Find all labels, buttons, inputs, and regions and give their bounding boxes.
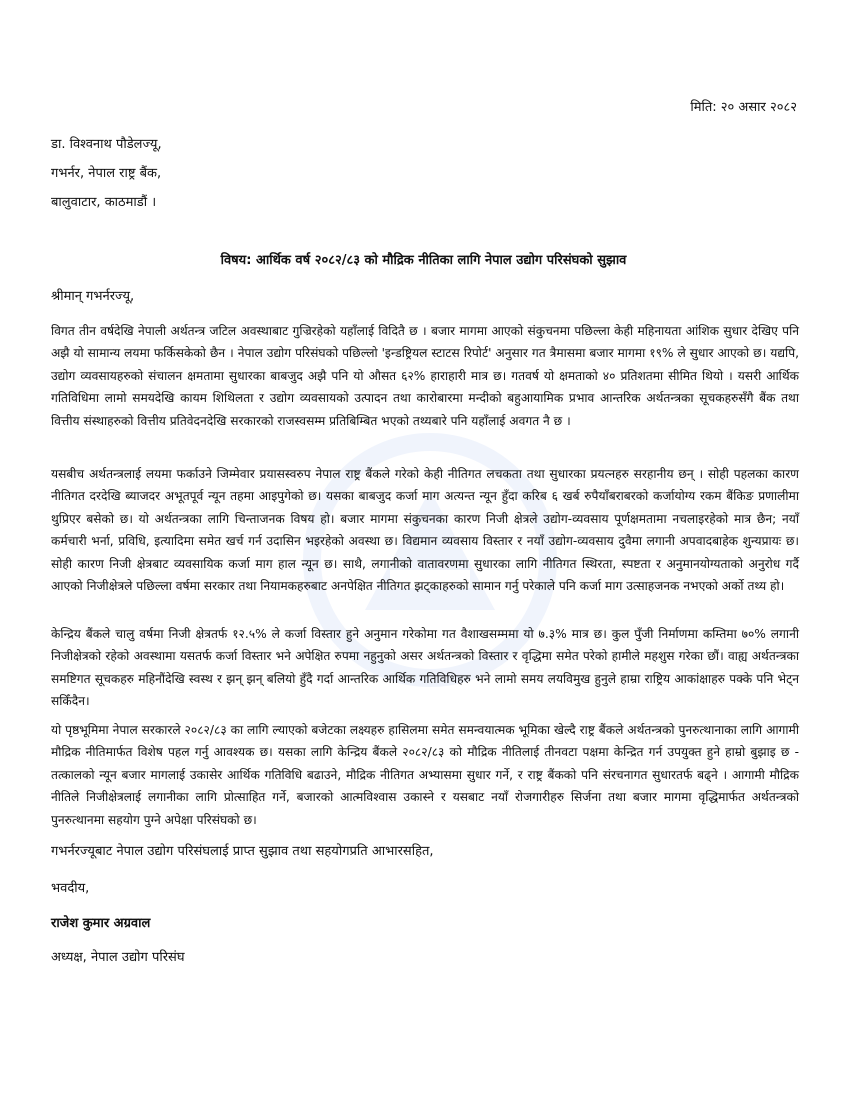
body-paragraph: केन्द्रिय बैंकले चालु वर्षमा निजी क्षेत्रतर्फ १२.५% ले कर्जा विस्तार हुने अनुमान गरेकोमा गत वैशाखसम्ममा यो ७.३% मात्र छ। कुल पुँजी निर्माणमा कम्तिमा ७०% लगानी निजीक्षेत्रको रहेको अवस्थामा यसतर्फ कर्जा विस्तार भने अपेक्षित रुपमा नहुनुको असर अर्थतन्त्रको विस्तार र वृद्धिमा समेत परेको हामीले महशुस गरेका छौं। वाह्य अर्थतन्त्रका समष्टिगत सूचकहरु महिनौंदेखि स्वस्थ र झन् झन् बलियो हुँदै गर्दा आन्तरिक आर्थिक गतिविधिहरु भने लामो समय लयविमुख हुनुले हाम्रा राष्ट्रिय आकांक्षाहरु पक्के पनि भेट्न सकिँदैन। xyxy=(51,627,799,709)
salutation: श्रीमान् गभर्नरज्यू, xyxy=(51,289,135,304)
closing-thanks: गभर्नरज्यूबाट नेपाल उद्योग परिसंघलाई प्राप्त सुझाव तथा सहयोगप्रति आभारसहित, xyxy=(51,844,434,859)
addressee-address: बालुवाटार, काठमाडौं । xyxy=(51,195,157,210)
body-paragraph: यसबीच अर्थतन्त्रलाई लयमा फर्काउने जिम्मेवार प्रयासस्वरुप नेपाल राष्ट्र बैंकले गरेको केही नीतिगत लचकता तथा सुधारका प्रयत्नहरु सरहानीय छन् । सोही पहलका कारण नीतिगत दरदेखि ब्याजदर अभूतपूर्व न्यून तहमा आइपुगेको छ। यसका बाबजुद कर्जा माग अत्यन्त न्यून हुँदा करिब ६ खर्ब रुपैयाँबराबरको कर्जायोग्य रकम बैंकिङ प्रणालीमा थुप्रिएर बसेको छ। यो अर्थतन्त्रका लागि चिन्ताजनक विषय हो। बजार मागमा संकुचनका कारण निजी क्षेत्रले उद्योग-व्यवसाय पूर्णक्षमतामा नचलाइरहेको मात्र छैन; नयाँ कर्मचारी भर्ना, प्रविधि, इत्यादिमा समेत खर्च गर्न उदासिन भइरहेको अवस्था छ। विद्यमान व्यवसाय विस्तार र नयाँ उद्योग-व्यवसाय दुवैमा लगानी अपवादबाहेक शुन्यप्रायः छ। सोही कारण निजी क्षेत्रबाट व्यवसायिक कर्जा माग हाल न्यून छ। साथै, लगानीको वातावरणमा सुधारका लागि नीतिगत स्थिरता, स्पष्टता र अनुमानयोग्यताको अनुरोध गर्दै आएको निजीक्षेत्रले पछिल्ला वर्षमा सरकार तथा नियामकहरुबाट अनपेक्षित नीतिगत झट्काहरुको सामान गर्नु परेकाले पनि कर्जा माग उत्साहजनक नभएको अर्को तथ्य हो। xyxy=(51,467,799,594)
closing-regards: भवदीय, xyxy=(51,881,90,896)
addressee-name: डा. विश्वनाथ पौडेलज्यू, xyxy=(51,137,162,152)
letter-subject: विषय: आर्थिक वर्ष २०८२/८३ को मौद्रिक नीतिका लागि नेपाल उद्योग परिसंघको सुझाव xyxy=(220,253,627,268)
addressee-position: गभर्नर, नेपाल राष्ट्र बैंक, xyxy=(51,166,162,181)
letter-date: मिति: २० असार २०८२ xyxy=(690,100,797,115)
signer-title: अध्यक्ष, नेपाल उद्योग परिसंघ xyxy=(51,950,185,965)
body-paragraph: विगत तीन वर्षदेखि नेपाली अर्थतन्त्र जटिल अवस्थाबाट गुज्रिरहेको यहाँलाई विदितै छ । बजार मागमा आएको संकुचनमा पछिल्ला केही महिनायता आंशिक सुधार देखिए पनि अझै यो सामान्य लयमा फर्किसकेको छैन । नेपाल उद्योग परिसंघको पछिल्लो 'इन्डष्ट्रियल स्टाटस रिपोर्ट' अनुसार गत त्रैमासमा बजार मागमा १९% ले सुधार आएको छ। यद्यपि, उद्योग व्यवसायहरुको संचालन क्षमतामा सुधारका बाबजुद अझै पनि यो औसत ६२% हाराहारी मात्र छ। गतवर्ष यो क्षमताको ४० प्रतिशतमा सीमित थियो । यसरी आर्थिक गतिविधिमा लामो समयदेखि कायम शिथिलता र उद्योग व्यवसायको उत्पादन तथा कारोबारमा मन्दीको बहुआयामिक प्रभाव आन्तरिक अर्थतन्त्रका सूचकहरुसँगै बैंक तथा वित्तीय संस्थाहरुको वित्तीय प्रतिवेदनदेखि सरकारको राजस्वसम्म प्रतिबिम्बित भएको तथ्यबारे पनि यहाँलाई अवगत नै छ । xyxy=(51,324,799,428)
signer-name: राजेश कुमार अग्रवाल xyxy=(51,916,151,931)
body-paragraph: यो पृष्ठभूमिमा नेपाल सरकारले २०८२/८३ का लागि ल्याएको बजेटका लक्ष्यहरु हासिलमा समेत समन्वयात्मक भूमिका खेल्दै राष्ट्र बैंकले अर्थतन्त्रको पुनरुत्थानाका लागि आगामी मौद्रिक नीतिमार्फत विशेष पहल गर्नु आवश्यक छ। यसका लागि केन्द्रिय बैंकले २०८२/८३ को मौद्रिक नीतिलाई तीनवटा पक्षमा केन्द्रित गर्न उपयुक्त हुने हाम्रो बुझाइ छ - तत्कालको न्यून बजार मागलाई उकासेर आर्थिक गतिविधि बढाउने, मौद्रिक नीतिगत अभ्यासमा सुधार गर्ने, र राष्ट्र बैंकको पनि संरचनागत सुधारतर्फ बढ्ने । आगामी मौद्रिक नीतिले निजीक्षेत्रलाई लगानीका लागि प्रोत्साहित गर्ने, बजारको आत्मविश्वास उकास्ने र यसबाट नयाँ रोजगारीहरु सिर्जना तथा बजार मागमा वृद्धिमार्फत अर्थतन्त्रको पुनरुत्थानमा सहयोग पुग्ने अपेक्षा परिसंघको छ। xyxy=(51,723,799,827)
addressee-block xyxy=(51,135,162,222)
